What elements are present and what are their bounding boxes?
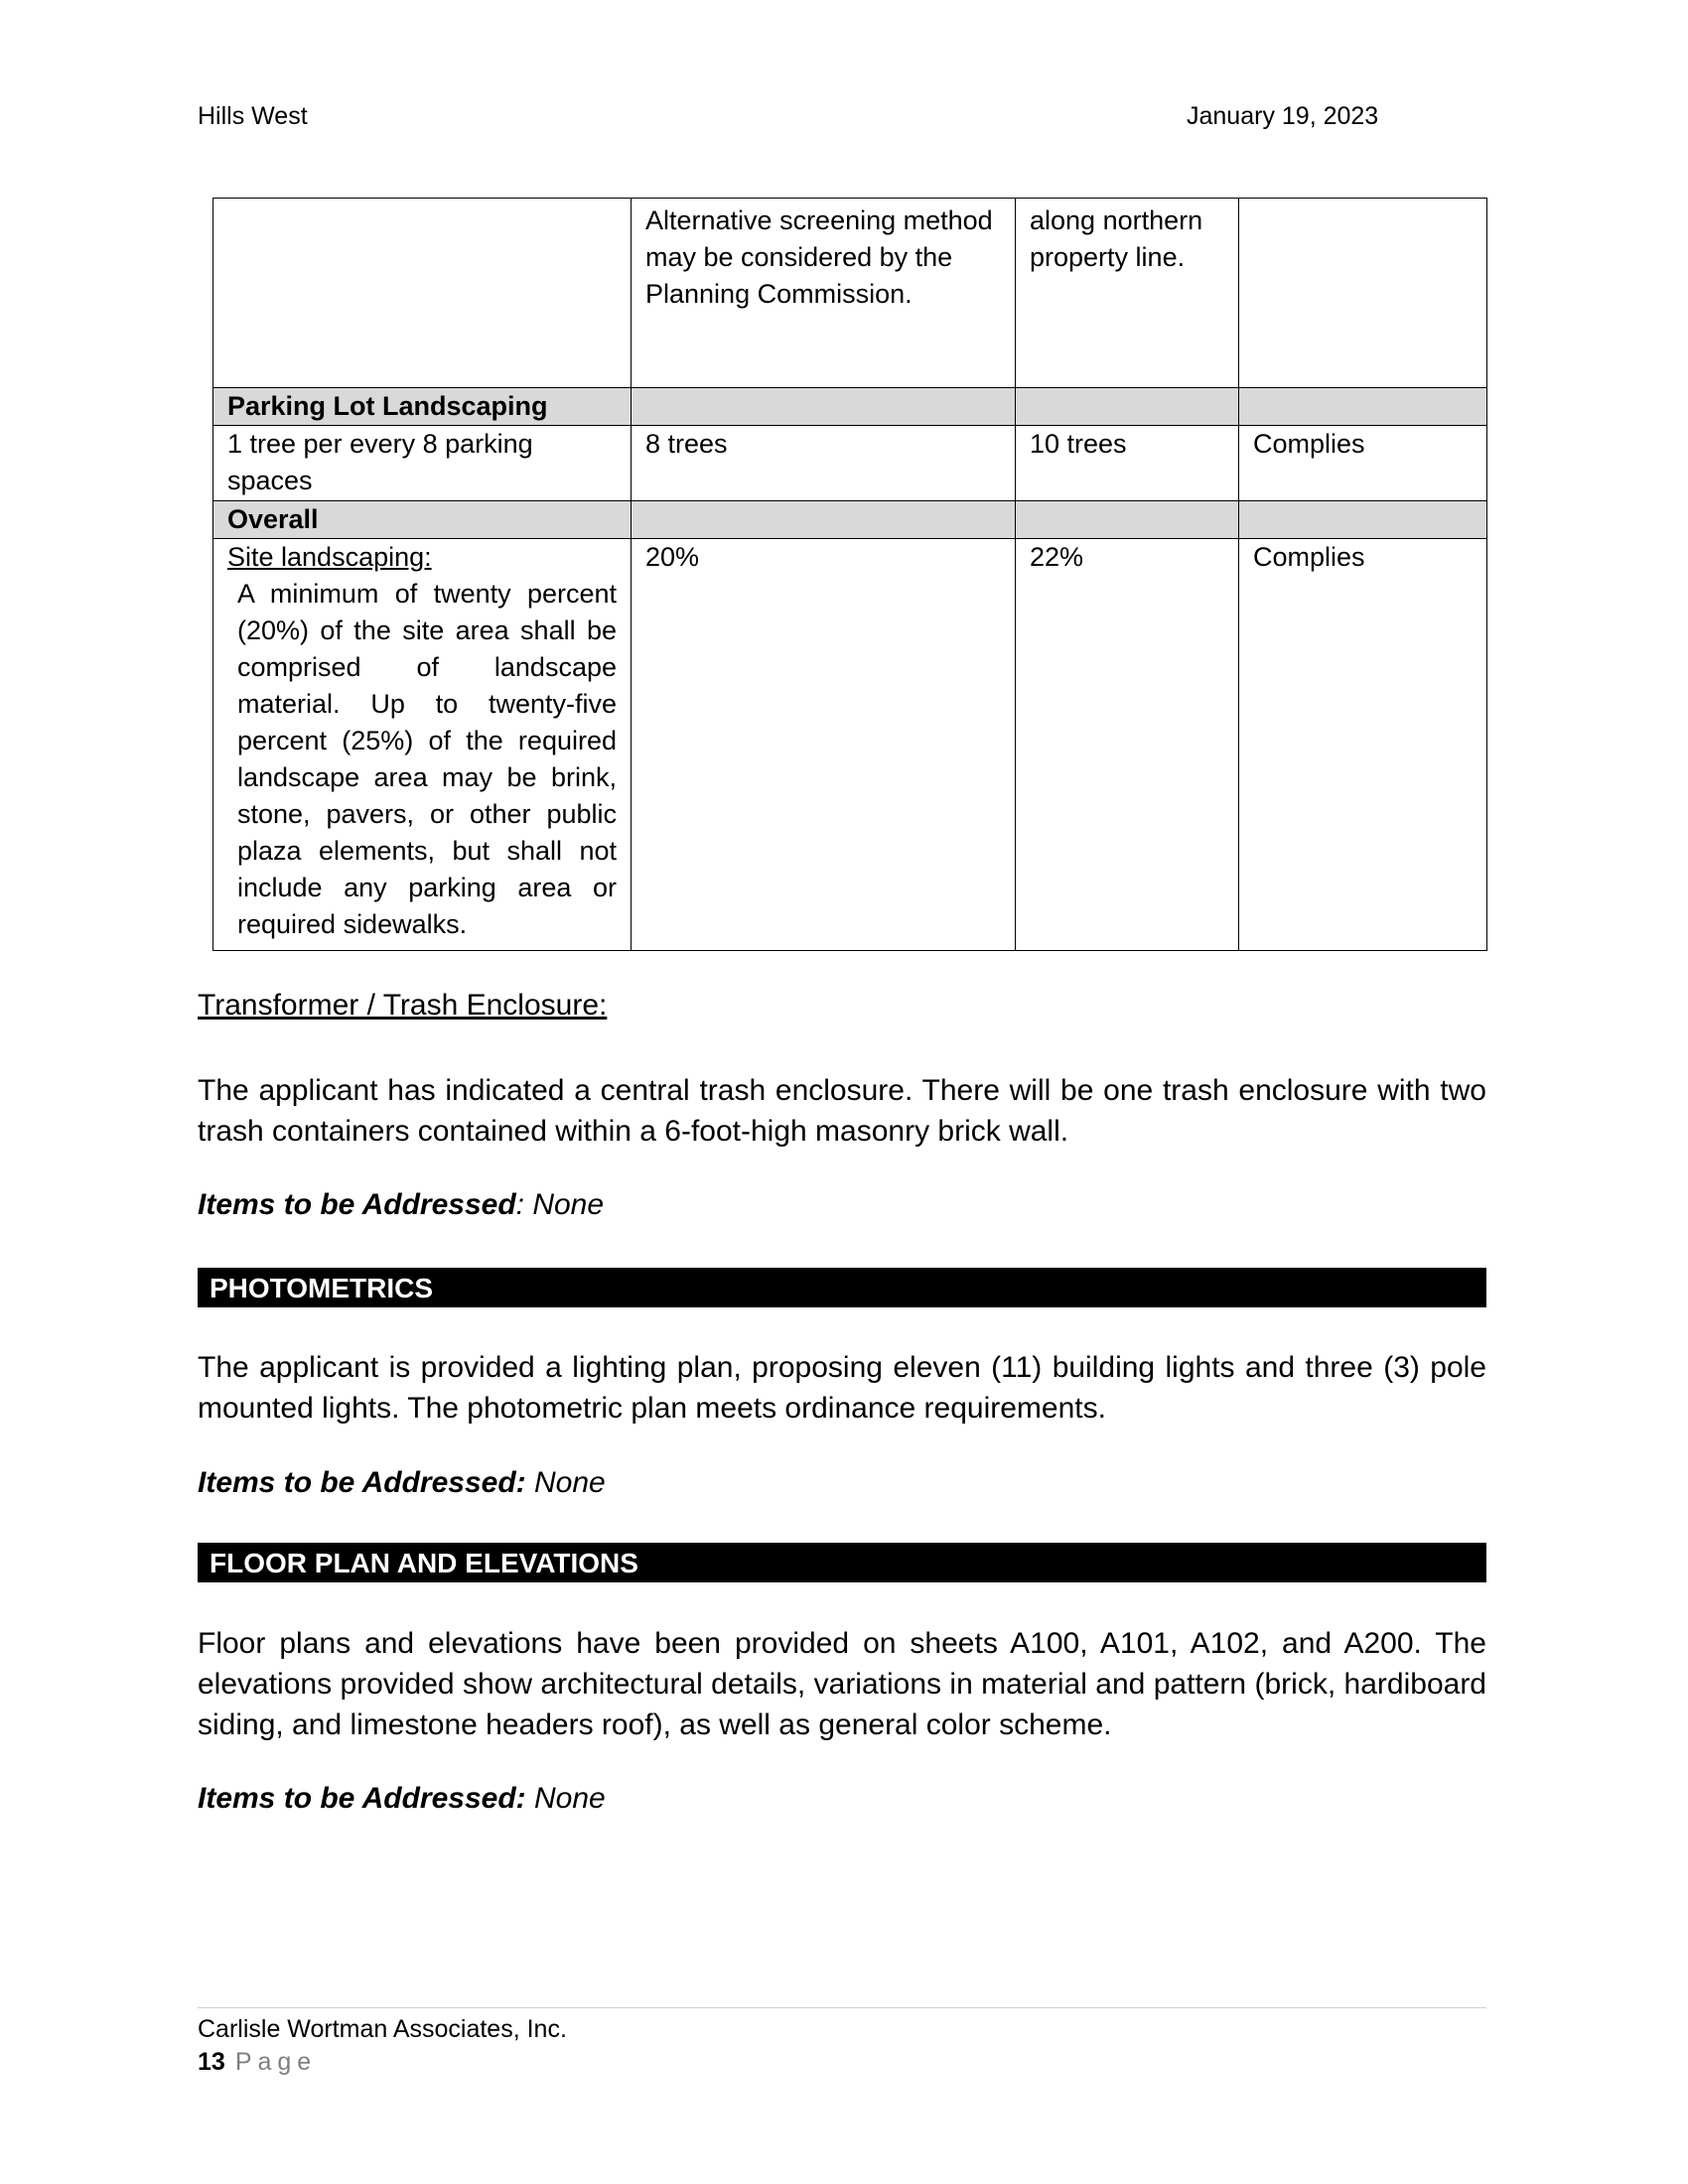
floor-plan-items-line: [198, 1782, 606, 1816]
header-project-name: Hills West: [198, 102, 308, 130]
footer-divider: [198, 2007, 1486, 2008]
photometrics-items-line: [198, 1466, 606, 1500]
table-cell-status: Complies: [1239, 539, 1487, 951]
table-row: [213, 199, 1487, 388]
floor-plan-heading: FLOOR PLAN AND ELEVATIONS: [198, 1543, 1486, 1582]
table-cell-required: 8 trees: [632, 426, 1016, 501]
items-separator: :: [515, 1188, 533, 1221]
items-label: Items to be Addressed:: [198, 1782, 526, 1815]
transformer-body: The applicant has indicated a central trash enclosure. There will be one trash enclosure with two trash containers contained within a 6-foot-high masonry brick wall.: [198, 1074, 1486, 1148]
items-value: None: [525, 1466, 606, 1499]
table-row: [213, 539, 1487, 951]
page-word: Page: [234, 2048, 318, 2076]
items-label: Items to be Addressed: [198, 1188, 516, 1221]
table-cell-requirement: [213, 539, 632, 951]
photometrics-heading: PHOTOMETRICS: [198, 1268, 1486, 1307]
items-value: None: [532, 1188, 605, 1221]
table-cell-provided: along northern property line.: [1016, 199, 1239, 388]
section-title-overall: Overall: [213, 501, 632, 539]
table-cell-provided: 10 trees: [1016, 426, 1239, 501]
requirement-text: A minimum of twenty percent (20%) of the site area shall be comprised of landscape material. Up to twenty-five percent (25%) of the required landscape area may be brink, stone, pavers, or other public plaza elements, but shall not include any parking area or required sidewalks.: [237, 579, 617, 939]
section-title-parking: Parking Lot Landscaping: [213, 388, 632, 426]
transformer-items-line: [198, 1188, 604, 1222]
table-section-row: [213, 388, 1487, 426]
floor-plan-body: Floor plans and elevations have been provided on sheets A100, A101, A102, and A200. The elevations provided show architectural details, variations in material and pattern (brick, hardiboard siding, and limestone headers roof), as well as general color scheme.: [198, 1627, 1486, 1741]
table-cell-provided: 22%: [1016, 539, 1239, 951]
table-cell-status: [1239, 199, 1487, 388]
table-cell-requirement: [213, 199, 632, 388]
requirement-title: Site landscaping:: [227, 542, 432, 572]
table-cell-status: Complies: [1239, 426, 1487, 501]
table-cell-required: Alternative screening method may be considered by the Planning Commission.: [632, 199, 1016, 388]
items-label: Items to be Addressed:: [198, 1466, 526, 1499]
table-cell-required: 20%: [632, 539, 1016, 951]
header-date: January 19, 2023: [1187, 102, 1379, 130]
items-value: None: [525, 1782, 606, 1815]
footer-page-number: [198, 2048, 317, 2077]
table-section-row: [213, 501, 1487, 539]
table-row: [213, 426, 1487, 501]
table-cell-requirement: 1 tree per every 8 parking spaces: [213, 426, 632, 501]
photometrics-body: The applicant is provided a lighting plan, proposing eleven (11) building lights and three (3) pole mounted lights. The photometric plan meets ordinance requirements.: [198, 1351, 1486, 1425]
transformer-heading: Transformer / Trash Enclosure:: [198, 989, 608, 1022]
footer-company: Carlisle Wortman Associates, Inc.: [198, 2015, 567, 2043]
page-number: 13: [198, 2048, 225, 2076]
landscaping-review-table: [212, 198, 1487, 951]
